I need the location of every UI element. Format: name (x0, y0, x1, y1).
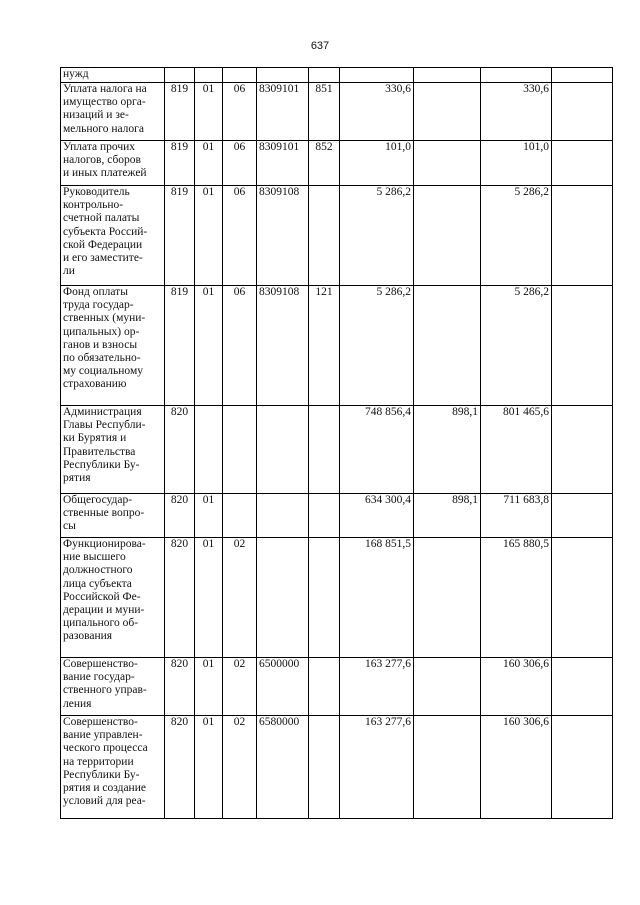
ministry-code: 820 (165, 658, 195, 716)
table-row (61, 141, 613, 186)
section-code: 01 (195, 286, 223, 406)
ministry-code: 820 (165, 538, 195, 658)
total: 801 465,6 (481, 406, 552, 494)
type-code: 852 (309, 141, 340, 186)
row-name: Совершенство- вание управлен- ческого процесса на территории Республики Бу- рятия и создание условий для реа- (61, 716, 165, 819)
section-code: 01 (195, 141, 223, 186)
change (414, 186, 481, 286)
type-code (309, 716, 340, 819)
row-name: Уплата прочих налогов, сборов и иных платежей (61, 141, 165, 186)
total: 5 286,2 (481, 286, 552, 406)
ministry-code: 819 (165, 141, 195, 186)
table-row (61, 83, 613, 141)
target-code: 6580000 (257, 716, 309, 819)
empty-cell (552, 141, 613, 186)
change (414, 658, 481, 716)
change: 898,1 (414, 406, 481, 494)
amount: 748 856,4 (340, 406, 414, 494)
subsection-code (223, 494, 257, 538)
total: 165 880,5 (481, 538, 552, 658)
type-code (309, 186, 340, 286)
target-code: 6500000 (257, 658, 309, 716)
empty-cell (552, 286, 613, 406)
amount: 101,0 (340, 141, 414, 186)
target-code: 8309101 (257, 141, 309, 186)
type-code (309, 538, 340, 658)
empty-cell (552, 658, 613, 716)
type-code: 851 (309, 83, 340, 141)
table-row (61, 716, 613, 819)
subsection-code: 02 (223, 658, 257, 716)
total: 160 306,6 (481, 658, 552, 716)
amount: 634 300,4 (340, 494, 414, 538)
type-code (309, 406, 340, 494)
table-row (61, 658, 613, 716)
target-code: 8309101 (257, 83, 309, 141)
ministry-code: 820 (165, 716, 195, 819)
subsection-code: 02 (223, 538, 257, 658)
subsection-code: 06 (223, 141, 257, 186)
section-code: 01 (195, 83, 223, 141)
subsection-code: 02 (223, 716, 257, 819)
row-name: Администрация Главы Республи- ки Бурятия и Правительства Республики Бу- рятия (61, 406, 165, 494)
change: 898,1 (414, 494, 481, 538)
row-name: Совершенство- вание государ- ственного управ- ления (61, 658, 165, 716)
ministry-code: 819 (165, 286, 195, 406)
table-row (61, 68, 613, 83)
ministry-code: 819 (165, 83, 195, 141)
ministry-code: 820 (165, 406, 195, 494)
section-code: 01 (195, 538, 223, 658)
empty-cell (552, 406, 613, 494)
ministry-code: 819 (165, 186, 195, 286)
target-code: 8309108 (257, 286, 309, 406)
row-name: Фонд оплаты труда государ- ственных (муни- ципальных) ор- ганов и взносы по обязательно- му социальному страхованию (61, 286, 165, 406)
empty-cell (552, 83, 613, 141)
type-code (309, 494, 340, 538)
total: 711 683,8 (481, 494, 552, 538)
subsection-code: 06 (223, 186, 257, 286)
table-row (61, 494, 613, 538)
amount: 168 851,5 (340, 538, 414, 658)
row-name: Уплата налога на имущество орга- низаций и зе- мельного налога (61, 83, 165, 141)
section-code (195, 406, 223, 494)
table-row (61, 186, 613, 286)
empty-cell (552, 538, 613, 658)
section-code: 01 (195, 658, 223, 716)
subsection-code (223, 406, 257, 494)
table-row (61, 286, 613, 406)
amount: 5 286,2 (340, 186, 414, 286)
subsection-code: 06 (223, 83, 257, 141)
section-code: 01 (195, 186, 223, 286)
page-number: 637 (310, 40, 330, 52)
change (414, 716, 481, 819)
row-name: Функционирова- ние высшего должностного лица субъекта Российской Фе- дерации и муни- ципального об- разования (61, 538, 165, 658)
section-code: 01 (195, 716, 223, 819)
row-name: нужд (61, 68, 165, 83)
budget-table (60, 67, 613, 819)
amount: 330,6 (340, 83, 414, 141)
total: 330,6 (481, 83, 552, 141)
row-name: Руководитель контрольно- счетной палаты субъекта Россий- ской Федерации и его заместите- ли (61, 186, 165, 286)
target-code (257, 406, 309, 494)
target-code (257, 538, 309, 658)
change (414, 286, 481, 406)
ministry-code: 820 (165, 494, 195, 538)
total: 101,0 (481, 141, 552, 186)
amount: 163 277,6 (340, 658, 414, 716)
amount: 163 277,6 (340, 716, 414, 819)
total: 160 306,6 (481, 716, 552, 819)
change (414, 83, 481, 141)
amount: 5 286,2 (340, 286, 414, 406)
target-code: 8309108 (257, 186, 309, 286)
row-name: Общегосудар- ственные вопро- сы (61, 494, 165, 538)
total: 5 286,2 (481, 186, 552, 286)
table-row (61, 538, 613, 658)
subsection-code: 06 (223, 286, 257, 406)
empty-cell (552, 186, 613, 286)
type-code (309, 658, 340, 716)
table-row (61, 406, 613, 494)
empty-cell (552, 716, 613, 819)
section-code: 01 (195, 494, 223, 538)
target-code (257, 494, 309, 538)
change (414, 141, 481, 186)
type-code: 121 (309, 286, 340, 406)
change (414, 538, 481, 658)
empty-cell (552, 494, 613, 538)
